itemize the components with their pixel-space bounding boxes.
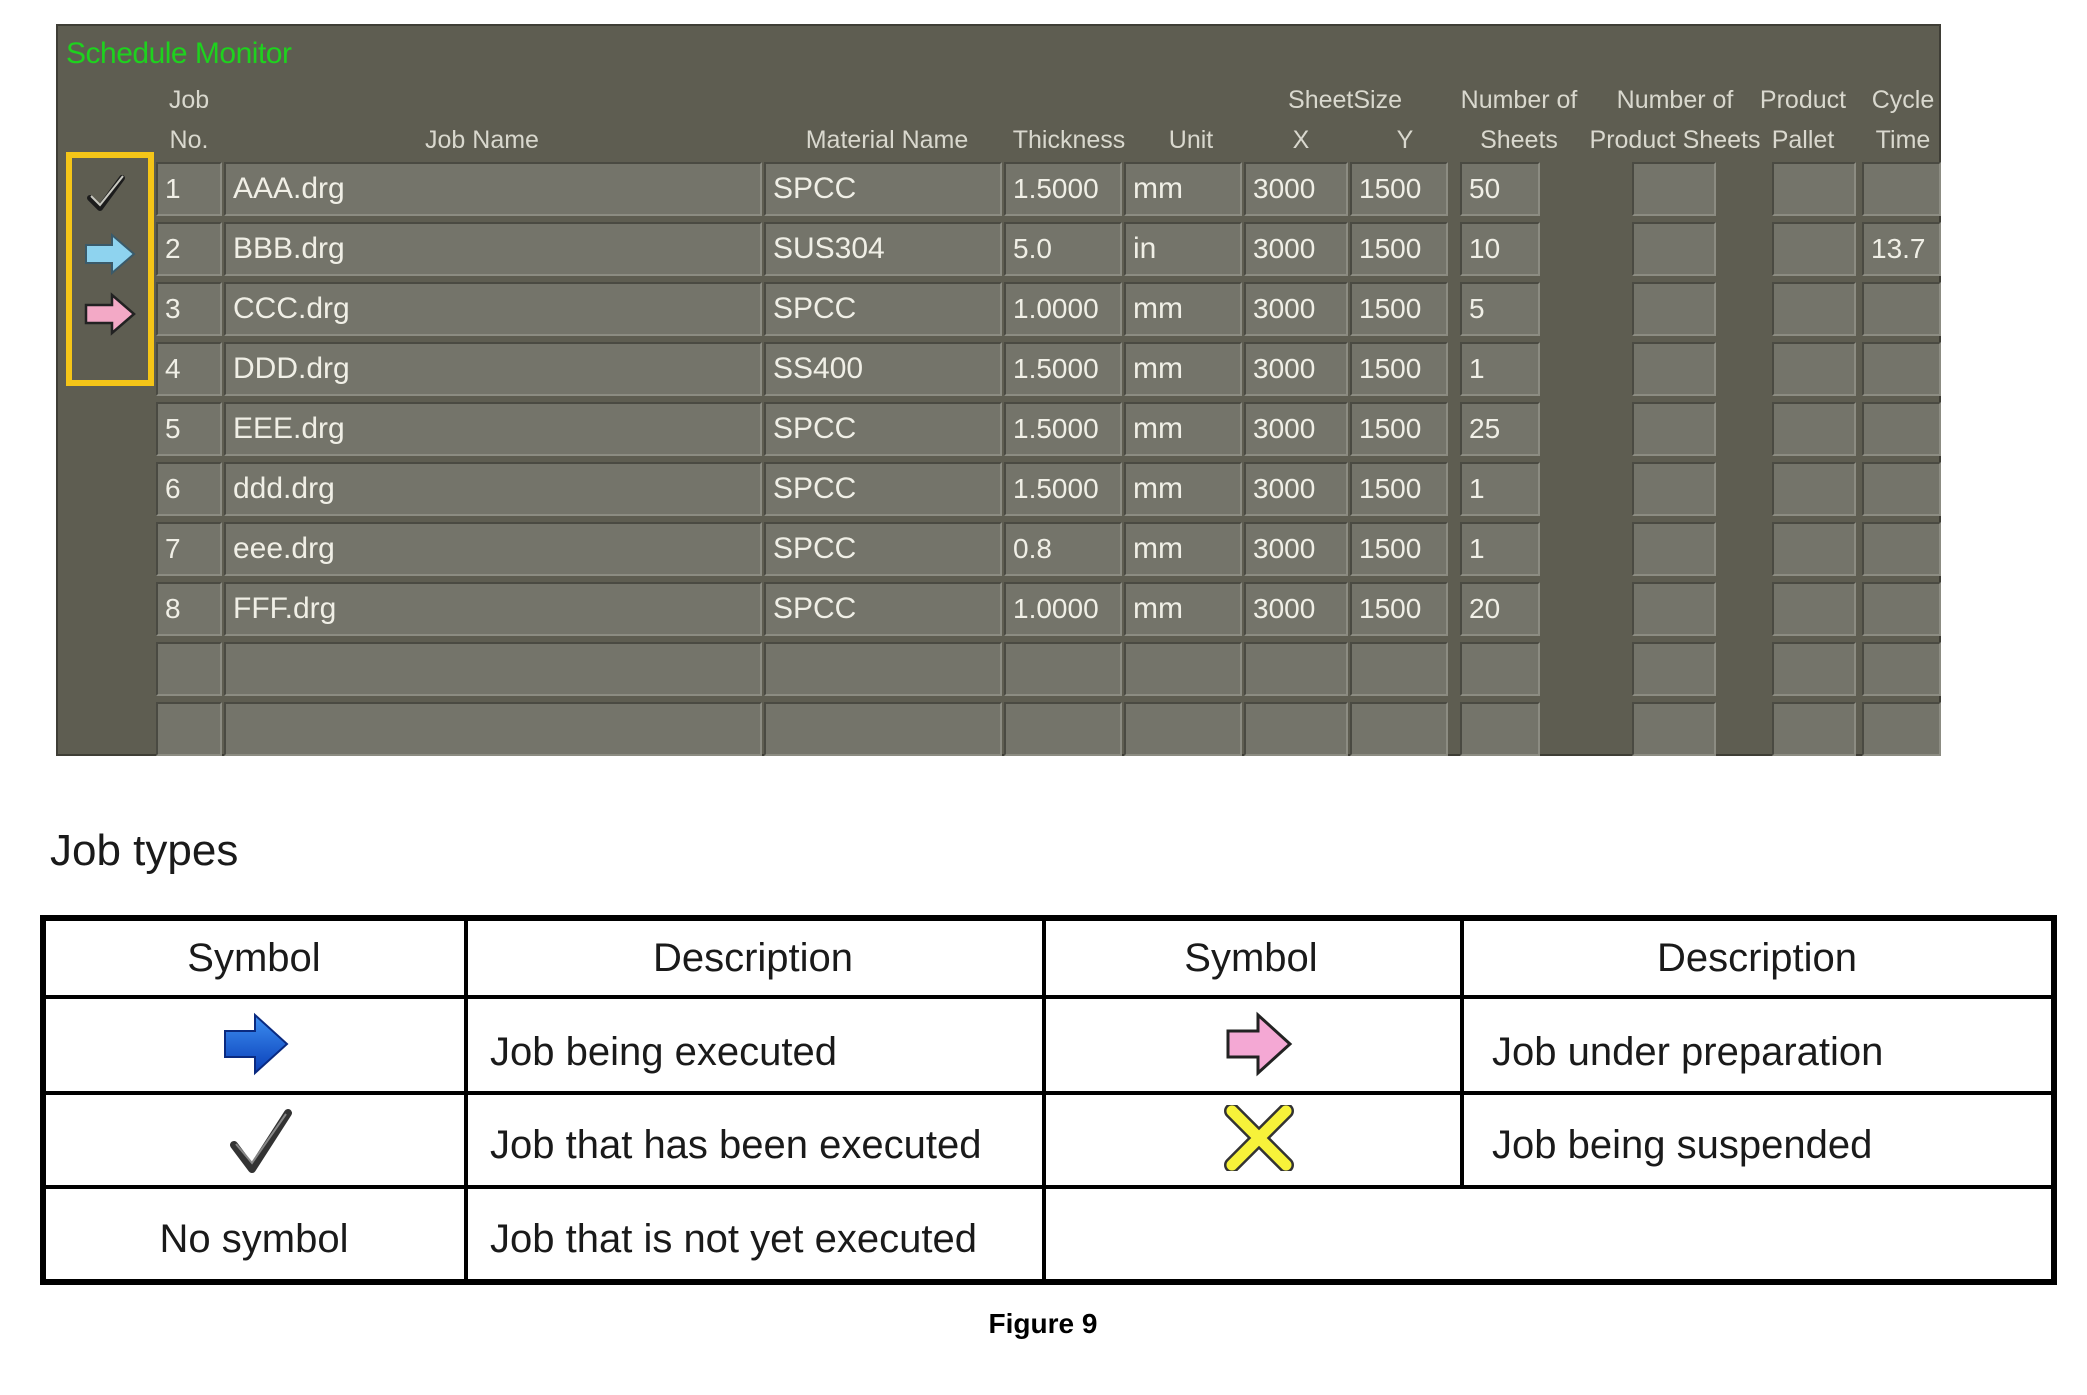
legend-header-symbol: Symbol	[1184, 936, 1318, 980]
product-pallet-cell[interactable]	[1772, 462, 1856, 516]
job-name-cell[interactable]: ddd.drg	[224, 462, 762, 516]
material-cell[interactable]: SPCC	[764, 582, 1002, 636]
header-job-no-line2: No.	[169, 126, 209, 154]
sheet-x-cell[interactable]: 3000	[1244, 282, 1348, 336]
unit-cell[interactable]: mm	[1124, 582, 1242, 636]
product-sheets-cell[interactable]	[1632, 282, 1716, 336]
num-sheets-cell[interactable]: 1	[1460, 522, 1540, 576]
material-cell[interactable]: SPCC	[764, 522, 1002, 576]
unit-cell[interactable]: mm	[1124, 522, 1242, 576]
job-name-cell[interactable]: FFF.drg	[224, 582, 762, 636]
sheet-y-cell[interactable]: 1500	[1350, 582, 1448, 636]
header-unit: Unit	[1168, 126, 1214, 154]
product-sheets-cell[interactable]	[1632, 342, 1716, 396]
cycle-time-cell[interactable]	[1862, 282, 1941, 336]
num-sheets-cell[interactable]	[1460, 642, 1540, 696]
num-sheets-cell[interactable]	[1460, 702, 1540, 756]
cycle-time-cell[interactable]	[1862, 702, 1941, 756]
header-product-pallet-line2: Pallet	[1771, 126, 1835, 154]
sheet-y-cell[interactable]: 1500	[1350, 462, 1448, 516]
legend-divider	[46, 1185, 2051, 1189]
job-name-cell[interactable]: CCC.drg	[224, 282, 762, 336]
product-sheets-cell[interactable]	[1632, 582, 1716, 636]
header-num-product-line2: Product Sheets	[1589, 126, 1761, 154]
product-pallet-cell[interactable]	[1772, 282, 1856, 336]
material-cell[interactable]: SPCC	[764, 162, 1002, 216]
unit-cell[interactable]: mm	[1124, 402, 1242, 456]
job-no-cell[interactable]: 6	[156, 462, 222, 516]
material-cell[interactable]	[764, 642, 1002, 696]
job-types-legend-table	[40, 915, 2057, 1285]
unit-cell[interactable]: mm	[1124, 162, 1242, 216]
sheet-y-cell[interactable]: 1500	[1350, 222, 1448, 276]
sheet-y-cell[interactable]: 1500	[1350, 162, 1448, 216]
header-sheet-x: X	[1292, 126, 1310, 154]
job-no-cell[interactable]	[156, 702, 222, 756]
num-sheets-cell[interactable]: 20	[1460, 582, 1540, 636]
header-material-name: Material Name	[805, 126, 969, 154]
job-no-cell[interactable]: 2	[156, 222, 222, 276]
thickness-cell[interactable]: 1.5000	[1004, 402, 1122, 456]
legend-divider	[464, 921, 468, 1279]
unit-cell[interactable]: mm	[1124, 342, 1242, 396]
num-sheets-cell[interactable]: 10	[1460, 222, 1540, 276]
legend-divider	[46, 1091, 2051, 1095]
sheet-x-cell[interactable]: 3000	[1244, 342, 1348, 396]
header-sheet-size: SheetSize	[1288, 86, 1402, 114]
product-sheets-cell[interactable]	[1632, 702, 1716, 756]
product-pallet-cell[interactable]	[1772, 702, 1856, 756]
cycle-time-cell[interactable]	[1862, 642, 1941, 696]
pink-arrow-icon	[1224, 1011, 1294, 1077]
product-sheets-cell[interactable]	[1632, 402, 1716, 456]
header-num-product-line1: Number of	[1616, 86, 1734, 114]
job-name-cell[interactable]	[224, 702, 762, 756]
material-cell[interactable]: SUS304	[764, 222, 1002, 276]
sheet-x-cell[interactable]	[1244, 702, 1348, 756]
header-num-sheets-line2: Sheets	[1480, 126, 1558, 154]
sheet-y-cell[interactable]: 1500	[1350, 282, 1448, 336]
job-no-cell[interactable]	[156, 642, 222, 696]
legend-description: Job under preparation	[1492, 1030, 1884, 1074]
unit-cell[interactable]: mm	[1124, 462, 1242, 516]
cycle-time-cell[interactable]	[1862, 582, 1941, 636]
legend-no-symbol: No symbol	[159, 1217, 349, 1261]
legend-header-description: Description	[652, 936, 854, 980]
job-name-cell[interactable]: BBB.drg	[224, 222, 762, 276]
unit-cell[interactable]	[1124, 702, 1242, 756]
cycle-time-cell[interactable]	[1862, 162, 1941, 216]
blue-arrow-icon	[221, 1011, 291, 1077]
job-name-cell[interactable]: eee.drg	[224, 522, 762, 576]
cycle-time-cell[interactable]	[1862, 522, 1941, 576]
header-product-pallet-line1: Product	[1759, 86, 1847, 114]
product-pallet-cell[interactable]	[1772, 642, 1856, 696]
status-icons-highlight	[66, 152, 154, 386]
legend-header-symbol: Symbol	[187, 936, 321, 980]
thickness-cell[interactable]	[1004, 702, 1122, 756]
product-sheets-cell[interactable]	[1632, 162, 1716, 216]
sheet-y-cell[interactable]	[1350, 642, 1448, 696]
job-name-cell[interactable]: DDD.drg	[224, 342, 762, 396]
material-cell[interactable]: SPCC	[764, 282, 1002, 336]
figure-caption: Figure 9	[988, 1308, 1098, 1339]
job-name-cell[interactable]	[224, 642, 762, 696]
material-cell[interactable]: SS400	[764, 342, 1002, 396]
header-job-no-line1: Job	[168, 86, 210, 114]
product-pallet-cell[interactable]	[1772, 342, 1856, 396]
material-cell[interactable]: SPCC	[764, 402, 1002, 456]
legend-divider	[1042, 921, 1046, 1279]
yellow-x-icon	[1224, 1105, 1294, 1171]
unit-cell[interactable]: in	[1124, 222, 1242, 276]
job-name-cell[interactable]: EEE.drg	[224, 402, 762, 456]
sheet-y-cell[interactable]: 1500	[1350, 342, 1448, 396]
product-pallet-cell[interactable]	[1772, 162, 1856, 216]
product-pallet-cell[interactable]	[1772, 402, 1856, 456]
check-icon	[226, 1105, 296, 1177]
num-sheets-cell[interactable]: 1	[1460, 462, 1540, 516]
material-cell[interactable]: SPCC	[764, 462, 1002, 516]
legend-divider	[1460, 921, 1464, 1187]
header-num-sheets-line1: Number of	[1460, 86, 1578, 114]
num-sheets-cell[interactable]: 25	[1460, 402, 1540, 456]
unit-cell[interactable]: mm	[1124, 282, 1242, 336]
sheet-x-cell[interactable]: 3000	[1244, 522, 1348, 576]
sheet-x-cell[interactable]	[1244, 642, 1348, 696]
thickness-cell[interactable]	[1004, 642, 1122, 696]
thickness-cell[interactable]: 1.0000	[1004, 282, 1122, 336]
material-cell[interactable]	[764, 702, 1002, 756]
num-sheets-cell[interactable]: 50	[1460, 162, 1540, 216]
legend-divider	[46, 995, 2051, 999]
sheet-y-cell[interactable]: 1500	[1350, 402, 1448, 456]
job-no-cell[interactable]: 4	[156, 342, 222, 396]
header-cycle-time-line1: Cycle	[1871, 86, 1935, 114]
thickness-cell[interactable]: 1.0000	[1004, 582, 1122, 636]
header-cycle-time-line2: Time	[1875, 126, 1931, 154]
product-sheets-cell[interactable]	[1632, 642, 1716, 696]
job-no-cell[interactable]: 3	[156, 282, 222, 336]
unit-cell[interactable]	[1124, 642, 1242, 696]
job-no-cell[interactable]: 1	[156, 162, 222, 216]
sheet-x-cell[interactable]: 3000	[1244, 582, 1348, 636]
product-sheets-cell[interactable]	[1632, 222, 1716, 276]
sheet-y-cell[interactable]	[1350, 702, 1448, 756]
header-thickness: Thickness	[1012, 126, 1126, 154]
legend-header-description: Description	[1656, 936, 1858, 980]
product-pallet-cell[interactable]	[1772, 522, 1856, 576]
cycle-time-cell[interactable]	[1862, 402, 1941, 456]
schedule-monitor-panel	[56, 24, 1941, 756]
sheet-x-cell[interactable]: 3000	[1244, 462, 1348, 516]
thickness-cell[interactable]: 5.0	[1004, 222, 1122, 276]
product-sheets-cell[interactable]	[1632, 462, 1716, 516]
sheet-x-cell[interactable]: 3000	[1244, 222, 1348, 276]
cycle-time-cell[interactable]: 13.7	[1862, 222, 1941, 276]
job-no-cell[interactable]: 5	[156, 402, 222, 456]
legend-description: Job being executed	[490, 1030, 837, 1074]
job-no-cell[interactable]: 7	[156, 522, 222, 576]
thickness-cell[interactable]: 0.8	[1004, 522, 1122, 576]
cycle-time-cell[interactable]	[1862, 462, 1941, 516]
thickness-cell[interactable]: 1.5000	[1004, 462, 1122, 516]
job-no-cell[interactable]: 8	[156, 582, 222, 636]
num-sheets-cell[interactable]: 5	[1460, 282, 1540, 336]
legend-description: Job that has been executed	[490, 1123, 982, 1167]
legend-description: Job being suspended	[1492, 1123, 1873, 1167]
cycle-time-cell[interactable]	[1862, 342, 1941, 396]
sheet-x-cell[interactable]: 3000	[1244, 162, 1348, 216]
sheet-y-cell[interactable]: 1500	[1350, 522, 1448, 576]
sheet-x-cell[interactable]: 3000	[1244, 402, 1348, 456]
monitor-title: Schedule Monitor	[66, 37, 292, 70]
product-pallet-cell[interactable]	[1772, 222, 1856, 276]
num-sheets-cell[interactable]: 1	[1460, 342, 1540, 396]
product-sheets-cell[interactable]	[1632, 522, 1716, 576]
legend-description: Job that is not yet executed	[490, 1217, 977, 1261]
product-pallet-cell[interactable]	[1772, 582, 1856, 636]
thickness-cell[interactable]: 1.5000	[1004, 342, 1122, 396]
header-job-name: Job Name	[425, 126, 539, 154]
job-types-title: Job types	[50, 826, 239, 875]
job-name-cell[interactable]: AAA.drg	[224, 162, 762, 216]
header-sheet-y: Y	[1396, 126, 1414, 154]
thickness-cell[interactable]: 1.5000	[1004, 162, 1122, 216]
